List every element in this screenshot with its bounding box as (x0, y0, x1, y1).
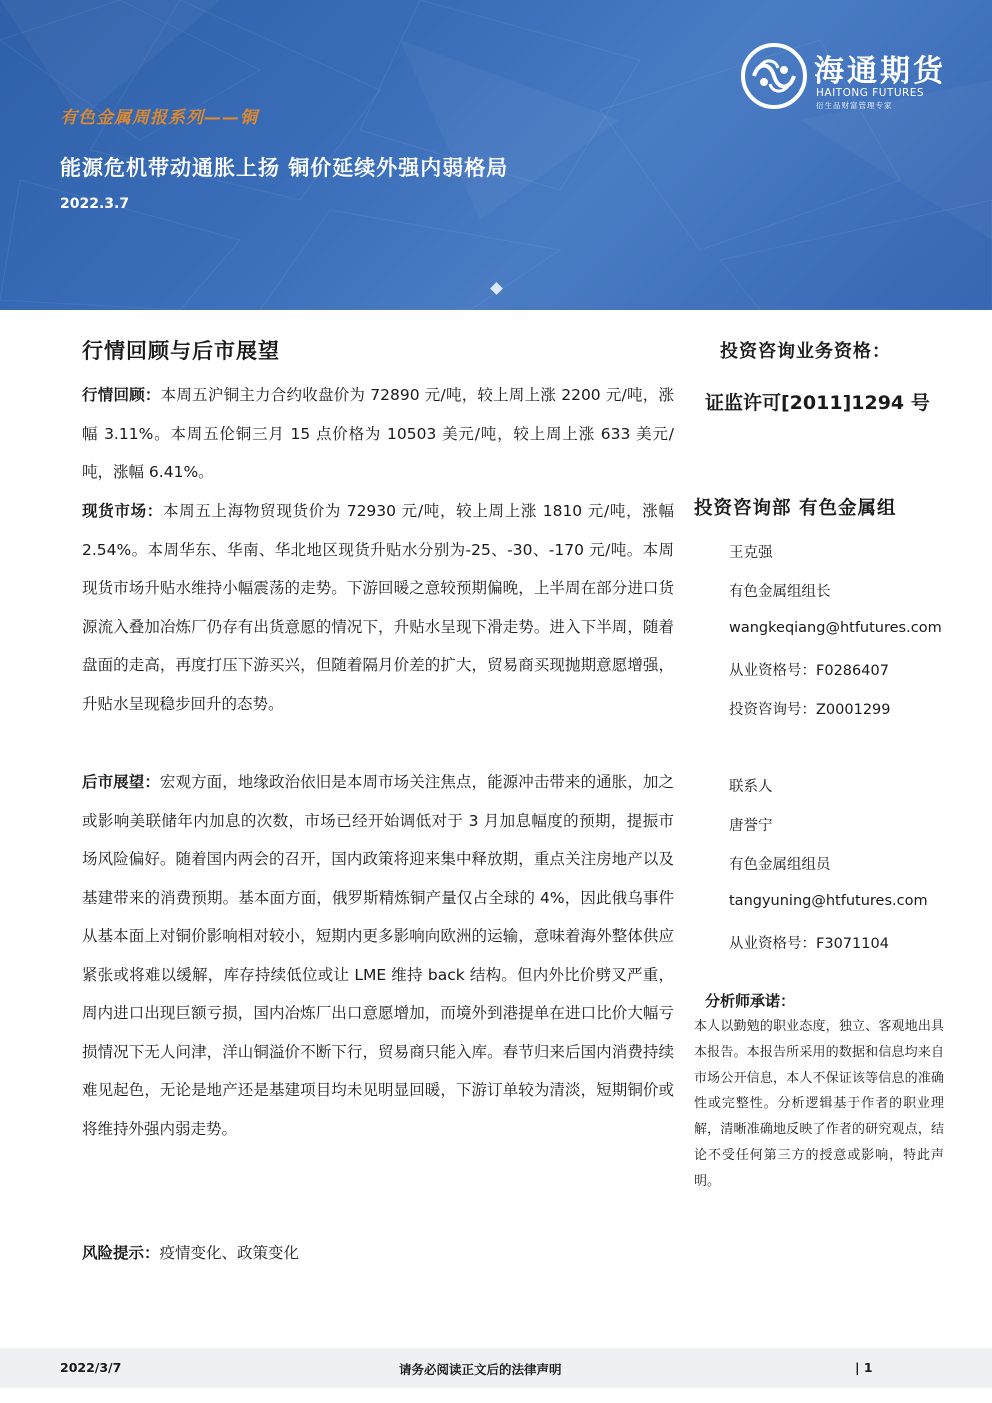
analyst-advisory-number: 投资咨询号：Z0001299 (729, 702, 891, 718)
contact-role: 有色金属组组员 (729, 857, 831, 873)
paragraph-market-review (82, 376, 674, 492)
paragraph-lead: 后市展望： (82, 773, 160, 791)
department-name: 投资咨询部 有色金属组 (694, 498, 897, 519)
logo-mark-icon (740, 42, 808, 110)
report-date: 2022.3.7 (60, 196, 130, 212)
contact-name: 唐誉宁 (729, 818, 773, 834)
paragraph-text: 疫情变化、政策变化 (159, 1244, 300, 1262)
paragraph-spot-market (82, 492, 674, 723)
report-title: 能源危机带动通胀上扬 铜价延续外强内弱格局 (60, 156, 509, 180)
paragraph-text: 本周五沪铜主力合约收盘价为 72890 元/吨，较上周上涨 2200 元/吨，涨幅 3.11%。本周五伦铜三月 15 点价格为 10503 美元/吨，较上周上涨 633 美元/吨，涨幅 6.41%。 (82, 386, 674, 481)
contact-license: 从业资格号：F3071104 (729, 936, 889, 952)
paragraph-text: 宏观方面，地缘政治依旧是本周市场关注焦点，能源冲击带来的通胀，加之或影响美联储年内加息的次数，市场已经开始调低对于 3 月加息幅度的预期，提振市场风险偏好。随着国内两会的召开，国内政策将迎来集中释放期，重点关注房地产以及基建带来的消费预期。基本面方面，俄罗斯精炼铜产量仅占全球的 4%，因此俄乌事件从基本面上对铜价影响相对较小，短期内更多影响向欧洲的运输，意味着海外整体供应紧张或将难以缓解，库存持续低位或让 LME 维持 back 结构。但内外比价劈叉严重，周内进口出现巨额亏损，国内冶炼厂出口意愿增加，而境外到港提单在进口比价大幅亏损情况下无人问津，洋山铜溢价不断下行，贸易商只能入库。春节归来后国内消费持续难见起色，无论是地产还是基建项目均未见明显回暖，下游订单较为清淡，短期铜价或将维持外强内弱走势。 (82, 773, 674, 1138)
analyst-promise-title: 分析师承诺： (705, 992, 796, 1010)
company-logo (740, 42, 950, 117)
analyst-name: 王克强 (729, 545, 773, 561)
contact-email[interactable]: tangyuning@htfutures.com (729, 893, 928, 909)
logo-name-cn: 海通期货 (814, 54, 946, 89)
analyst-email[interactable]: wangkeqiang@htfutures.com (729, 620, 942, 636)
paragraph-outlook (82, 763, 674, 1148)
analyst-promise-text: 本人以勤勉的职业态度，独立、客观地出具本报告。本报告所采用的数据和信息均来自市场公开信息，本人不保证该等信息的准确性或完整性。分析逻辑基于作者的职业理解，清晰准确地反映了作者的研究观点，结论不受任何第三方的授意或影响，特此声明。 (694, 1019, 944, 1189)
qualification-number: 证监许可[2011]1294 号 (705, 392, 930, 414)
page-footer (0, 1348, 992, 1388)
contact-label: 联系人 (729, 779, 773, 795)
qualification-title: 投资咨询业务资格： (720, 341, 891, 362)
page-number: | 1 (855, 1360, 873, 1375)
analyst-role: 有色金属组组长 (729, 584, 831, 600)
section-title: 行情回顾与后市展望 (82, 339, 280, 363)
analyst-license: 从业资格号：F0286407 (729, 663, 889, 679)
header-banner (0, 0, 992, 310)
logo-name-en: HAITONG FUTURES (816, 87, 925, 99)
paragraph-lead: 现货市场： (82, 502, 163, 520)
paragraph-lead: 风险提示： (82, 1244, 160, 1262)
footer-date: 2022/3/7 (60, 1360, 122, 1375)
paragraph-lead: 行情回顾： (82, 386, 161, 404)
logo-tagline: 衍生品财富管理专家 (816, 101, 893, 110)
paragraph-risk (82, 1234, 674, 1273)
paragraph-text: 本周五上海物贸现货价为 72930 元/吨，较上周上涨 1810 元/吨，涨幅 2.54%。本周华东、华南、华北地区现货升贴水分别为-25、-30、-170 元/吨。本周现货市场升贴水维持小幅震荡的走势。下游回暖之意较预期偏晚，上半周在部分进口货源流入叠加冶炼厂仍存有出货意愿的情况下，升贴水呈现下滑走势。进入下半周，随着盘面的走高，再度打压下游买兴，但随着隔月价差的扩大，贸易商买现抛期意愿增强，升贴水呈现稳步回升的态势。 (82, 502, 674, 713)
report-series: 有色金属周报系列——铜 (60, 108, 258, 128)
footer-legal-notice: 请务必阅读正文后的法律声明 (399, 1362, 562, 1377)
